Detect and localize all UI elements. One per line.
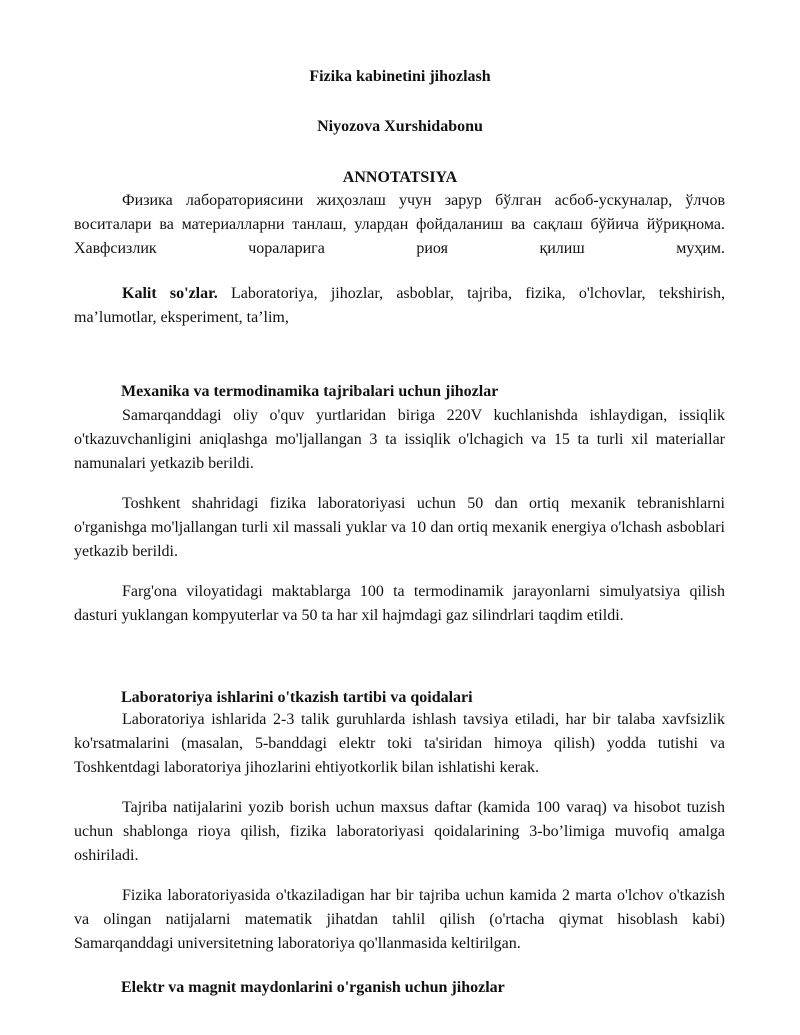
section-heading: Mexanika va termodinamika tajribalari uchun jihozlar (121, 383, 499, 400)
section-paragraph: Farg'ona viloyatidagi maktablarga 100 ta termodinamik jarayonlarni simulyatsiya qilish dasturi yuklangan kompyuterlar va 50 ta har xil hajmdagi gaz silindrlari taqdim etildi. (74, 583, 725, 624)
abstract-heading: ANNOTATSIYA (342, 169, 458, 186)
section-paragraph: Laboratoriya ishlarida 2-3 talik guruhlarda ishlash tavsiya etiladi, har bir talaba xavfsizlik ko'rsatmalarini (masalan, 5-banddagi elektr toki ta'siridan himoya qilish) yodda tutishi va Toshkentdagi laboratoriya jihozlarini ehtiyotkorlik bilan ishlatishi kerak. (74, 711, 725, 776)
keywords-paragraph (74, 282, 725, 330)
keywords-text: Laboratoriya, jihozlar, asboblar, tajriba, fizika, o'lchovlar, tekshirish, ma’lumotlar, eksperiment, ta’lim, (74, 285, 726, 326)
section-paragraph: Samarqanddagi oliy o'quv yurtlaridan biriga 220V kuchlanishda ishlaydigan, issiqlik o'tkazuvchanligini aniqlashga mo'ljallangan 3 ta issiqlik o'lchagich va 15 ta turli xil materiallar namunalari yetkazib berildi. (74, 407, 725, 472)
author-name: Niyozova Xurshidabonu (317, 118, 483, 135)
section-paragraph: Toshkent shahridagi fizika laboratoriyasi uchun 50 dan ortiq mexanik tebranishlarni o'rganishga mo'ljallangan turli xil massali yuklar va 10 dan ortiq mexanik energiya o'lchash asboblari yetkazib berildi. (74, 495, 725, 560)
section-heading: Laboratoriya ishlarini o'tkazish tartibi va qoidalari (121, 689, 473, 706)
abstract-paragraph: Физика лабораториясини жиҳозлаш учун зарур бўлган асбоб-ускуналар, ўлчов воситалари ва материалларни танлаш, улардан фойдаланиш ва сақлаш бўйича йўриқнома. Хавфсизлик чораларига риоя қилиш муҳим. (74, 192, 725, 257)
document-title: Fizika kabinetini jihozlash (309, 68, 491, 85)
section-paragraph: Tajriba natijalarini yozib borish uchun maxsus daftar (kamida 100 varaq) va hisobot tuzish uchun shablonga rioya qilish, fizika laboratoriyasi qoidalarining 3-bo’limiga muvofiq amalga oshiriladi. (74, 799, 725, 864)
section-heading: Elektr va magnit maydonlarini o'rganish uchun jihozlar (121, 979, 505, 996)
keywords-label: Kalit so'zlar. (122, 285, 218, 302)
section-paragraph: Fizika laboratoriyasida o'tkaziladigan har bir tajriba uchun kamida 2 marta o'lchov o'tkazish va olingan natijalarni matematik jihatdan tahlil qilish (o'rtacha qiymat hisoblash kabi) Samarqanddagi universitetning laboratoriya qo'llanmasida keltirilgan. (74, 887, 725, 952)
